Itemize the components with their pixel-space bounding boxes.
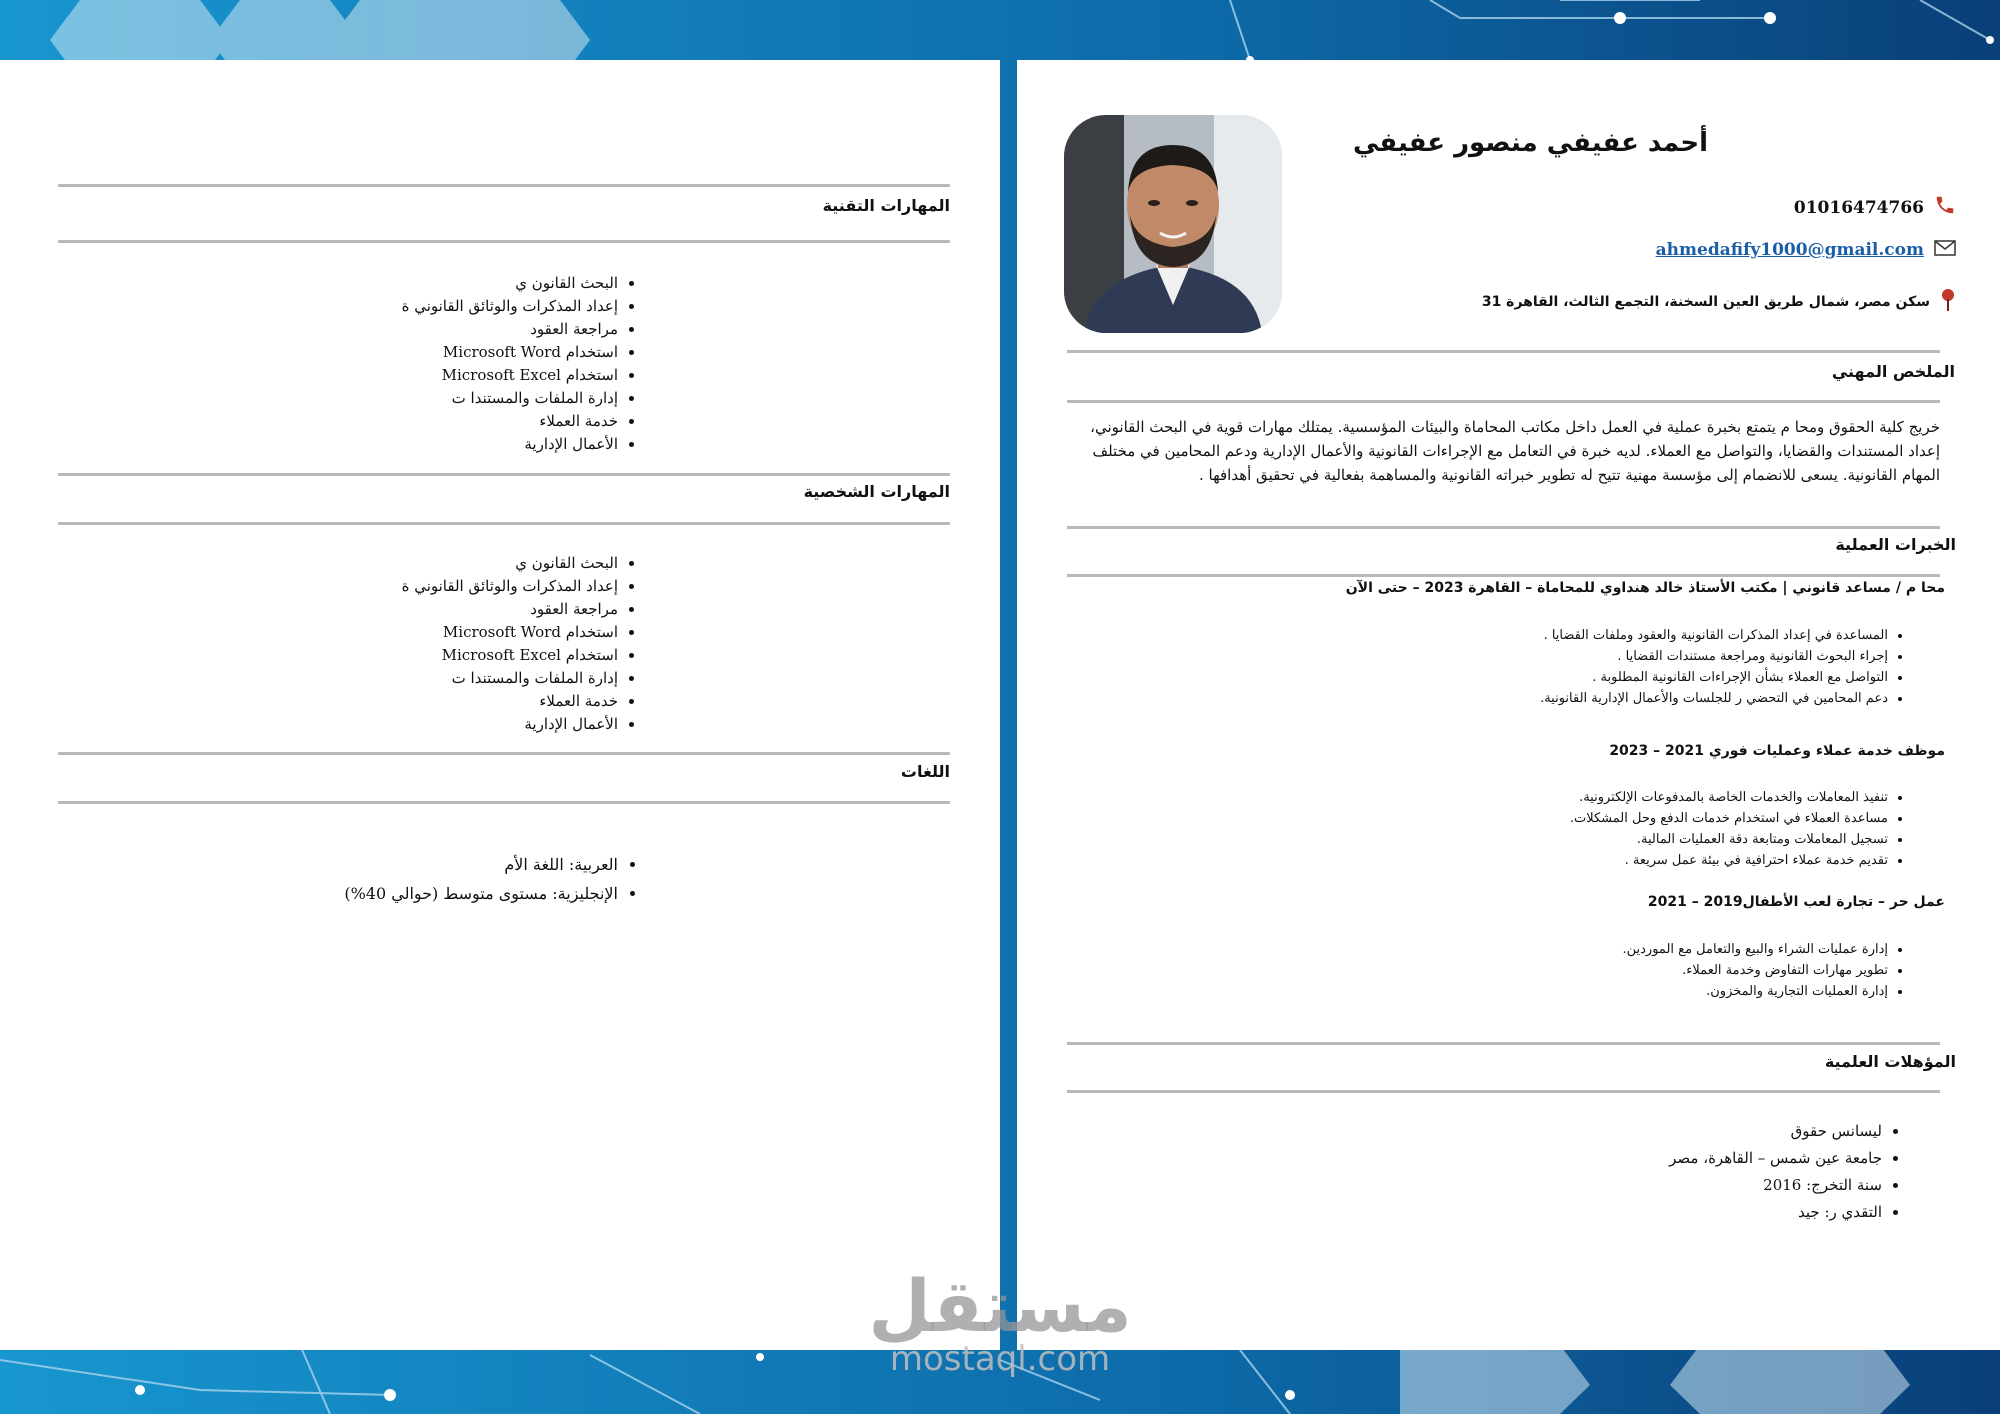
list-item: • مراجعة العقود bbox=[402, 598, 618, 621]
list-item: • المساعدة في إعداد المذكرات القانونية والعقود وملفات القضايا . bbox=[1540, 625, 1888, 646]
candidate-name: أحمد عفيفي منصور عفيفي bbox=[1352, 128, 1708, 158]
technical-skills-heading: المهارات التقنية bbox=[822, 196, 950, 215]
email-row bbox=[1656, 240, 1956, 260]
languages-heading: اللغات bbox=[900, 762, 950, 781]
job-title: موظف خدمة عملاء وعمليات فوري 2021 – 2023 bbox=[1609, 743, 1945, 759]
phone-row bbox=[1794, 194, 1956, 221]
divider bbox=[58, 184, 950, 187]
list-item: • التقدي ر: جيد bbox=[1669, 1199, 1882, 1226]
list-item: • الإنجليزية: مستوى متوسط (حوالي 40%) bbox=[344, 879, 618, 908]
education-heading: المؤهلات العلمية bbox=[1824, 1052, 1956, 1071]
list-item: • مراجعة العقود bbox=[402, 318, 618, 341]
list-item: • استخدام Microsoft Word bbox=[402, 341, 618, 364]
person-portrait-icon bbox=[1064, 115, 1282, 333]
list-item: • تنفيذ المعاملات والخدمات الخاصة بالمدفوعات الإلكترونية. bbox=[1570, 787, 1888, 808]
job-duties-list bbox=[1540, 625, 1910, 709]
divider bbox=[58, 473, 950, 476]
summary-heading: الملخص المهني bbox=[1831, 362, 1955, 381]
watermark bbox=[860, 1264, 1140, 1379]
divider bbox=[1067, 1042, 1940, 1045]
list-item: • استخدام Microsoft Word bbox=[402, 621, 618, 644]
list-item: • الأعمال الإدارية bbox=[402, 433, 618, 456]
list-item: • التواصل مع العملاء بشأن الإجراءات القانونية المطلوبة . bbox=[1540, 667, 1888, 688]
list-item: • البحث القانون ي bbox=[402, 272, 618, 295]
list-item: • جامعة عين شمس – القاهرة، مصر bbox=[1669, 1145, 1882, 1172]
list-item: • إعداد المذكرات والوثائق القانوني ة bbox=[402, 295, 618, 318]
divider bbox=[58, 752, 950, 755]
list-item: • إعداد المذكرات والوثائق القانوني ة bbox=[402, 575, 618, 598]
divider bbox=[1067, 350, 1940, 353]
personal-skills-heading: المهارات الشخصية bbox=[803, 482, 950, 501]
cv-page-main bbox=[1017, 60, 2000, 1350]
list-item: • إدارة الملفات والمستندا ت bbox=[402, 387, 618, 410]
divider bbox=[1067, 574, 1940, 577]
list-item: • خدمة العملاء bbox=[402, 690, 618, 713]
list-item: • خدمة العملاء bbox=[402, 410, 618, 433]
divider bbox=[58, 801, 950, 804]
list-item: • استخدام Microsoft Excel bbox=[402, 644, 618, 667]
address-text: سكن مصر، شمال طريق العين السخنة، التجمع الثالث، القاهرة 31 bbox=[1481, 294, 1930, 310]
list-item: • إدارة العمليات التجارية والمخزون. bbox=[1623, 981, 1889, 1002]
list-item: • إدارة عمليات الشراء والبيع والتعامل مع الموردين. bbox=[1623, 939, 1889, 960]
profile-photo bbox=[1064, 115, 1282, 333]
divider bbox=[1067, 400, 1940, 403]
watermark-arabic: مستقل bbox=[868, 1264, 1132, 1348]
languages-list bbox=[344, 850, 640, 908]
job-duties-list bbox=[1570, 787, 1910, 871]
list-item: • مساعدة العملاء في استخدام خدمات الدفع وحل المشكلات. bbox=[1570, 808, 1888, 829]
envelope-icon bbox=[1934, 240, 1956, 260]
location-pin-icon bbox=[1940, 288, 1956, 316]
education-list bbox=[1669, 1118, 1904, 1226]
list-item: • ليسانس حقوق bbox=[1669, 1118, 1882, 1145]
list-item: • تقديم خدمة عملاء احترافية في بيئة عمل سريعة . bbox=[1570, 850, 1888, 871]
divider bbox=[1067, 1090, 1940, 1093]
cv-page-skills bbox=[0, 60, 1000, 1350]
list-item: • البحث القانون ي bbox=[402, 552, 618, 575]
divider bbox=[1067, 526, 1940, 529]
job-title: محا م / مساعد قانوني | مكتب الأستاذ خالد هنداوي للمحاماة – القاهرة 2023 – حتى الآن bbox=[1345, 580, 1945, 596]
personal-skills-list bbox=[402, 552, 640, 736]
technical-skills-list bbox=[402, 272, 640, 456]
phone-icon bbox=[1934, 194, 1956, 221]
list-item: • إجراء البحوث القانونية ومراجعة مستندات القضايا . bbox=[1540, 646, 1888, 667]
address-row bbox=[1482, 288, 1956, 316]
list-item: • دعم المحامين في التحضي ر للجلسات والأعمال الإدارية القانونية. bbox=[1540, 688, 1888, 709]
list-item: • إدارة الملفات والمستندا ت bbox=[402, 667, 618, 690]
divider bbox=[58, 522, 950, 525]
professional-summary: خريج كلية الحقوق ومحا م يتمتع بخبرة عملية في العمل داخل مكاتب المحاماة والبيئات المؤسسية. يمتلك مهارات قوية في البحث القانوني، إعداد المستندات والقضايا، والتواصل مع العملاء. لديه خبرة في التعامل مع الإجراءات القانونية والأعمال الإدارية ودعم المحامين في مختلف المهام القانونية. يسعى للانضمام إلى مؤسسة مهنية تتيح له تطوير خبراته القانونية والمساهمة بفعالية في تحقيق أهدافها . bbox=[1090, 418, 1940, 484]
job-duties-list bbox=[1623, 939, 1911, 1002]
job-title: عمل حر – تجارة لعب الأطفال2019 – 2021 bbox=[1647, 894, 1945, 910]
list-item: • العربية: اللغة الأم bbox=[344, 850, 618, 879]
experience-heading: الخبرات العملية bbox=[1835, 535, 1956, 554]
list-item: • تسجيل المعاملات ومتابعة دقة العمليات المالية. bbox=[1570, 829, 1888, 850]
list-item: • استخدام Microsoft Excel bbox=[402, 364, 618, 387]
list-item: • سنة التخرج: 2016 bbox=[1669, 1172, 1882, 1199]
phone-number: 01016474766 bbox=[1793, 197, 1924, 218]
list-item: • الأعمال الإدارية bbox=[402, 713, 618, 736]
email-link[interactable]: ahmedafify1000@gmail.com bbox=[1655, 240, 1924, 260]
list-item: • تطوير مهارات التفاوض وخدمة العملاء. bbox=[1623, 960, 1889, 981]
divider bbox=[58, 240, 950, 243]
watermark-latin: mostaql.com bbox=[889, 1339, 1111, 1379]
